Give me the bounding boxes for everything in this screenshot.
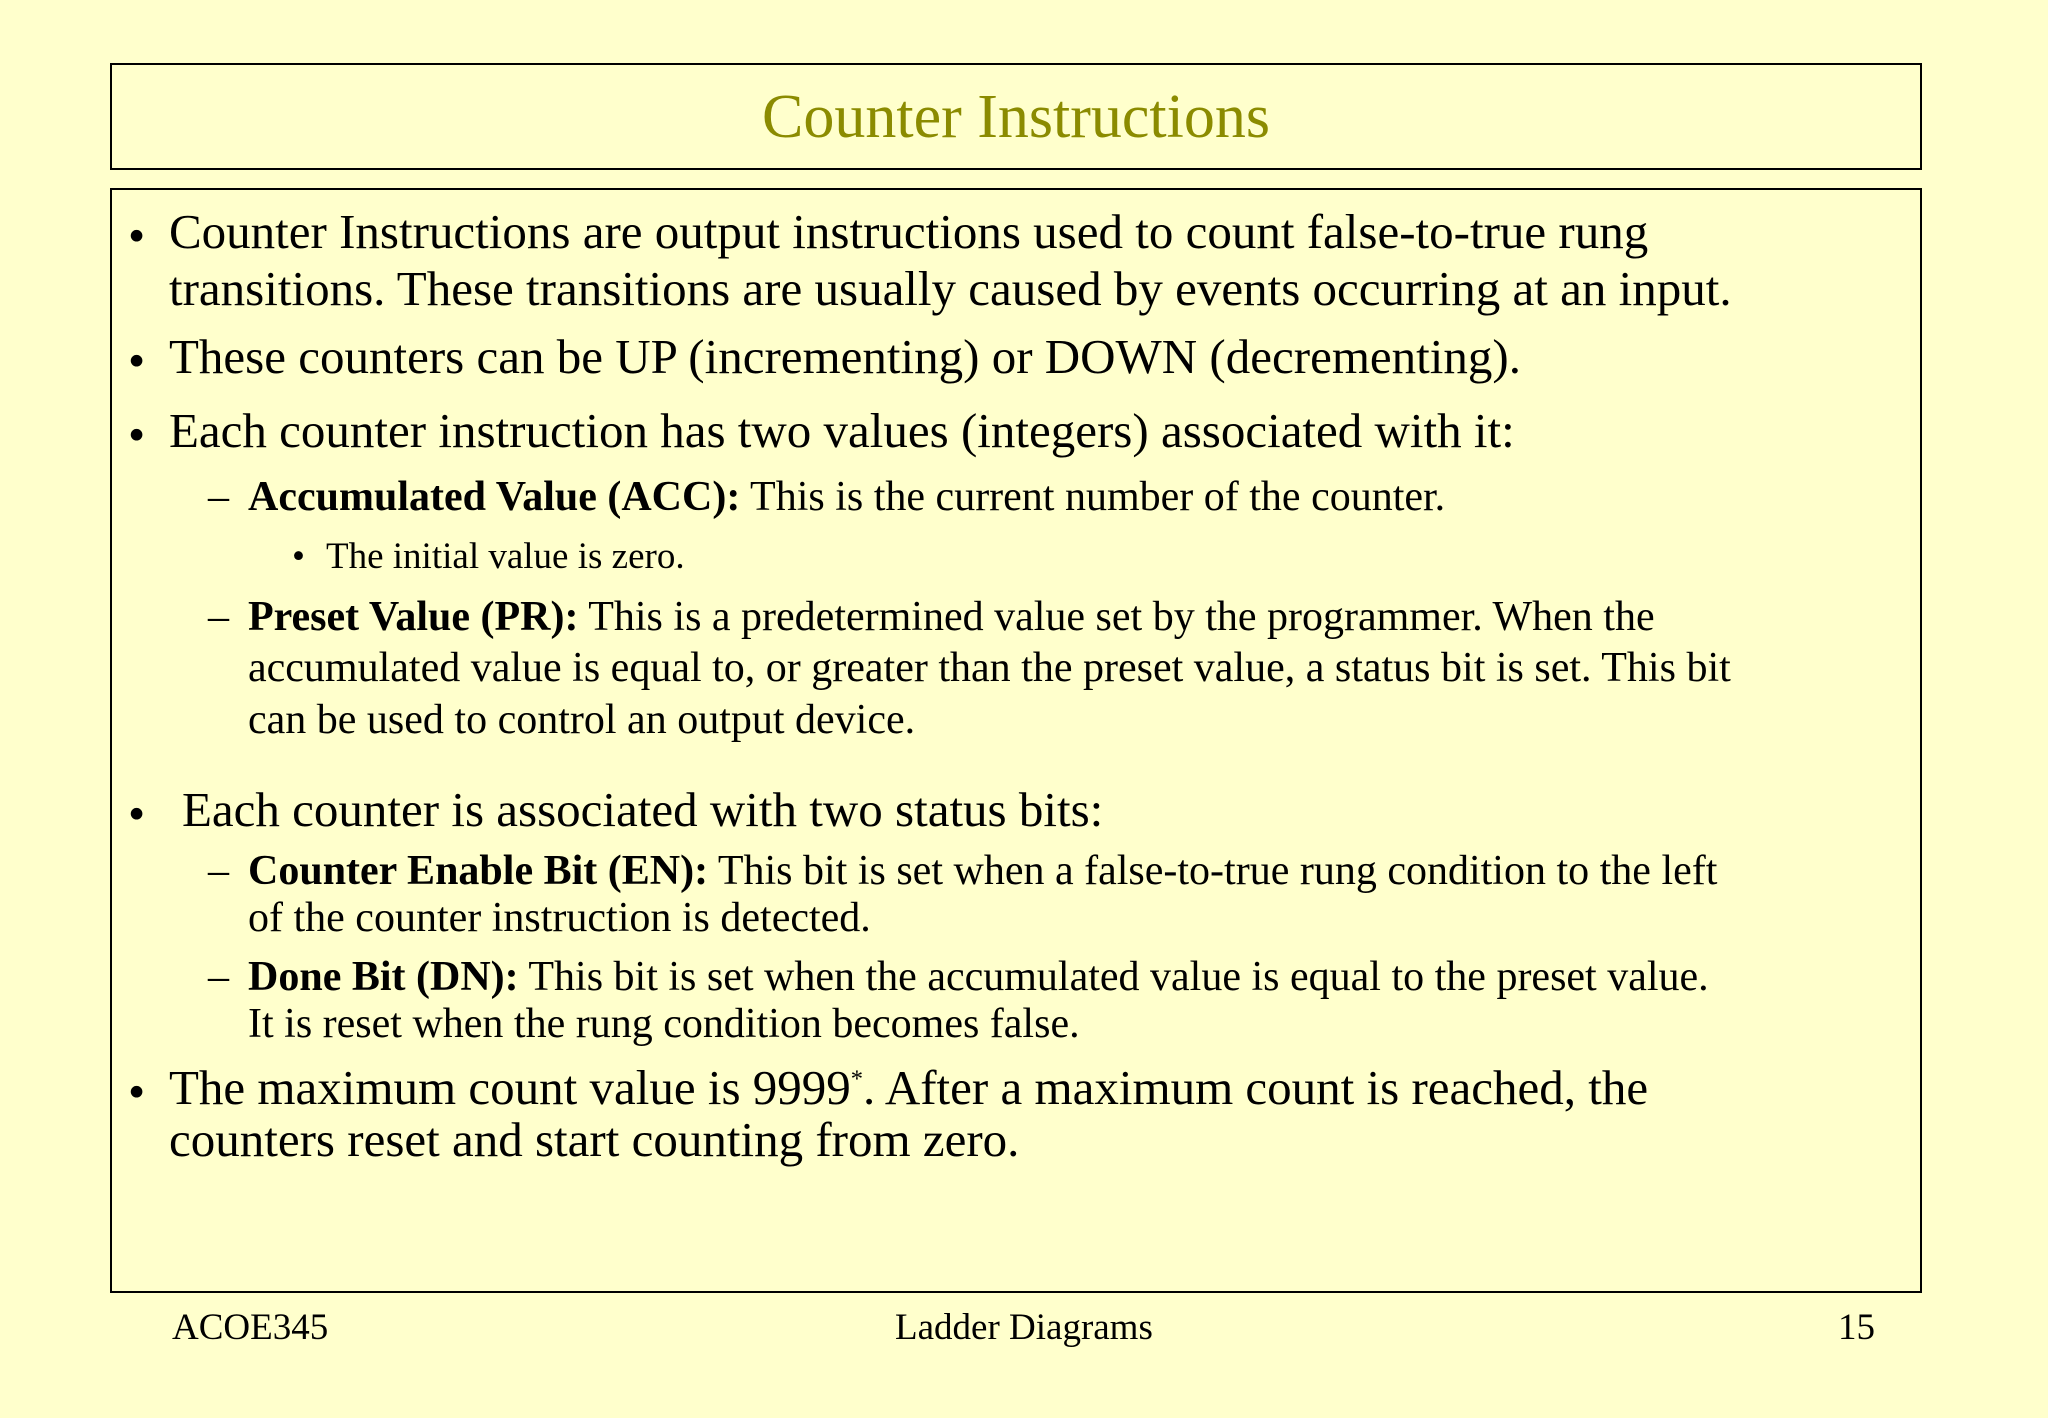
bullet-5-line-2: counters reset and start counting from zero.	[169, 1112, 1020, 1167]
dash-marker: –	[208, 848, 229, 894]
bullet-2: These counters can be UP (incrementing) or DOWN (decrementing).	[169, 329, 1521, 384]
b5-post: . After a maximum count is reached, the	[863, 1060, 1649, 1115]
bullet-5-line-1	[169, 1059, 1648, 1116]
acc-label: Accumulated Value (ACC):	[248, 474, 741, 520]
sub-bullet-marker: •	[292, 536, 305, 577]
footer-topic: Ladder Diagrams	[895, 1307, 1153, 1348]
dash-marker: –	[208, 474, 229, 520]
pr-line-3: can be used to control an output device.	[248, 697, 916, 743]
dash-marker: –	[208, 594, 229, 640]
bullet-marker: •	[128, 333, 146, 388]
footer-course: ACOE345	[172, 1307, 329, 1348]
bullet-marker: •	[128, 208, 146, 263]
dn-label: Done Bit (DN):	[248, 954, 519, 1000]
pr-line-1	[248, 593, 1655, 641]
acc-line	[248, 473, 1445, 521]
en-line-1	[248, 847, 1717, 895]
dash-marker: –	[208, 954, 229, 1000]
dn-text: This bit is set when the accumulated value is equal to the preset value.	[518, 954, 1709, 1000]
pr-label: Preset Value (PR):	[248, 594, 579, 640]
footnote-asterisk: *	[850, 1065, 864, 1093]
bullet-marker: •	[128, 786, 146, 841]
slide-title: Counter Instructions	[762, 82, 1270, 151]
pr-text: This is a predetermined value set by the programmer. When the	[578, 594, 1655, 640]
bullet-1-line-2: transitions. These transitions are usually caused by events occurring at an input.	[169, 261, 1732, 316]
bullet-4: Each counter is associated with two status bits:	[182, 782, 1104, 837]
en-line-2: of the counter instruction is detected.	[248, 895, 871, 941]
en-label: Counter Enable Bit (EN):	[248, 848, 709, 894]
bullet-3: Each counter instruction has two values (integers) associated with it:	[169, 403, 1515, 458]
bullet-1-line-1: Counter Instructions are output instructions used to count false-to-true rung	[169, 204, 1649, 259]
bullet-marker: •	[128, 407, 146, 462]
dn-line-1	[248, 953, 1709, 1001]
pr-line-2: accumulated value is equal to, or greater than the preset value, a status bit is set. This bit	[248, 645, 1731, 691]
en-text: This bit is set when a false-to-true rung condition to the left	[708, 848, 1718, 894]
content-box	[110, 188, 1922, 1293]
b5-pre: The maximum count value is 9999	[169, 1060, 851, 1115]
acc-sub-line: The initial value is zero.	[326, 536, 685, 577]
acc-text: This is the current number of the counter.	[740, 474, 1446, 520]
bullet-marker: •	[128, 1064, 146, 1119]
title-box	[110, 63, 1922, 170]
dn-line-2: It is reset when the rung condition becomes false.	[248, 1001, 1080, 1047]
footer-page-number: 15	[1838, 1307, 1875, 1348]
